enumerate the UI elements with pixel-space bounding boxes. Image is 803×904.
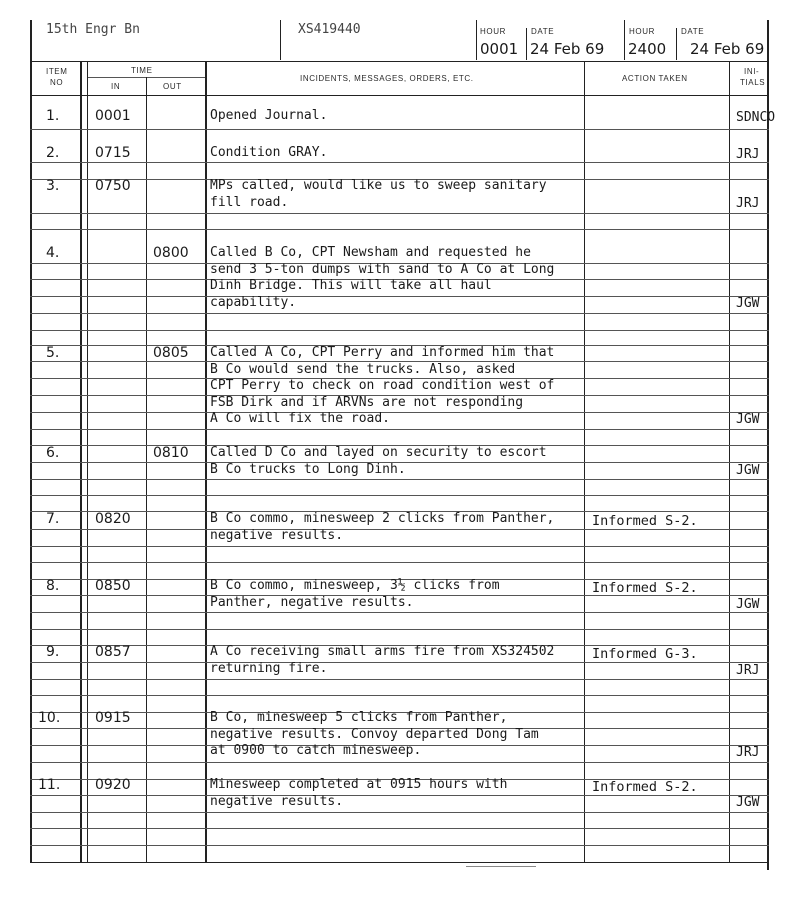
header-divider bbox=[676, 28, 677, 60]
from-hour: 0001 bbox=[480, 40, 519, 58]
row-rule bbox=[30, 795, 769, 796]
entry-initials: JRJ bbox=[736, 663, 760, 678]
entry-text-line: Condition GRAY. bbox=[210, 145, 328, 160]
entry-text-line: B Co commo, minesweep 2 clicks from Panther, bbox=[210, 511, 555, 526]
to-date-label: DATE bbox=[681, 27, 705, 36]
entry-text-line: capability. bbox=[210, 294, 297, 310]
entry-time-in: 0857 bbox=[95, 644, 131, 660]
entry-time-in: 0915 bbox=[95, 710, 131, 726]
entry-text-line: B Co commo, minesweep, 3½ clicks from bbox=[210, 578, 500, 593]
entry-number: 6. bbox=[46, 445, 60, 461]
row-rule bbox=[30, 629, 769, 630]
entry-number: 2. bbox=[46, 145, 60, 161]
entry-initials: SDNCO bbox=[736, 110, 776, 125]
col-initials-1: INI- bbox=[744, 67, 760, 76]
entry-text-line: negative results. bbox=[210, 527, 344, 543]
entry-number: 7. bbox=[46, 511, 60, 527]
col-action: ACTION TAKEN bbox=[622, 74, 688, 83]
entry-text-line: Minesweep completed at 0915 hours with bbox=[210, 777, 508, 792]
from-date-label: DATE bbox=[531, 27, 555, 36]
entry-text-line: B Co trucks to Long Dinh. bbox=[210, 461, 406, 477]
entry-time-in: 0820 bbox=[95, 511, 131, 527]
col-time: TIME bbox=[131, 66, 153, 75]
col-in: IN bbox=[111, 82, 121, 91]
header-divider bbox=[280, 20, 281, 60]
entry-time-in: 0920 bbox=[95, 777, 131, 793]
to-date: 24 Feb 69 bbox=[690, 40, 765, 58]
row-rule bbox=[30, 296, 769, 297]
row-rule bbox=[30, 330, 769, 331]
row-rule bbox=[30, 479, 769, 480]
entry-text-line: Panther, negative results. bbox=[210, 594, 414, 610]
unit-designation: 15th Engr Bn bbox=[46, 22, 140, 37]
col-incidents: INCIDENTS, MESSAGES, ORDERS, ETC. bbox=[300, 74, 474, 83]
entry-time-out: 0805 bbox=[153, 345, 189, 361]
entry-number: 1. bbox=[46, 108, 60, 124]
entry-number: 3. bbox=[46, 178, 60, 194]
entry-text-line: Called B Co, CPT Newsham and requested he bbox=[210, 245, 531, 260]
row-rule bbox=[30, 845, 769, 846]
from-hour-label: HOUR bbox=[480, 27, 506, 36]
row-rule bbox=[30, 762, 769, 763]
entry-time-in: 0850 bbox=[95, 578, 131, 594]
entry-text-line: Dinh Bridge. This will take all haul bbox=[210, 278, 492, 294]
col-out: OUT bbox=[163, 82, 182, 91]
footer-mark bbox=[466, 866, 536, 867]
entry-time-out: 0810 bbox=[153, 445, 189, 461]
row-rule bbox=[30, 695, 769, 696]
from-date: 24 Feb 69 bbox=[530, 40, 605, 58]
entry-initials: JRJ bbox=[736, 745, 760, 760]
header-divider bbox=[624, 20, 625, 60]
header-bottom-rule bbox=[30, 95, 769, 96]
entry-time-in: 0750 bbox=[95, 178, 131, 194]
entry-text-line: send 3 5-ton dumps with sand to A Co at Long bbox=[210, 261, 555, 277]
row-rule bbox=[30, 429, 769, 430]
entry-time-out: 0800 bbox=[153, 245, 189, 261]
row-rule bbox=[30, 529, 769, 530]
entry-text-line: FSB Dirk and if ARVNs are not responding bbox=[210, 394, 524, 410]
entry-time-in: 0715 bbox=[95, 145, 131, 161]
entry-initials: JRJ bbox=[736, 147, 760, 162]
entry-initials: JRJ bbox=[736, 196, 760, 211]
header-divider bbox=[476, 20, 477, 60]
entry-number: 11. bbox=[38, 777, 61, 793]
entry-text-line: fill road. bbox=[210, 194, 289, 210]
row-rule bbox=[30, 162, 769, 163]
row-rule bbox=[30, 562, 769, 563]
entry-initials: JGW bbox=[736, 795, 760, 810]
col-item: ITEM bbox=[46, 67, 68, 76]
row-rule bbox=[30, 129, 769, 130]
header-top-rule bbox=[30, 61, 769, 62]
entry-text-line: negative results. bbox=[210, 793, 344, 809]
entry-text-line: Called D Co and layed on security to escort bbox=[210, 445, 547, 460]
row-rule bbox=[30, 662, 769, 663]
entry-number: 5. bbox=[46, 345, 60, 361]
entry-initials: JGW bbox=[736, 463, 760, 478]
entry-text-line: B Co, minesweep 5 clicks from Panther, bbox=[210, 710, 508, 725]
row-rule bbox=[30, 213, 769, 214]
entry-text-line: A Co will fix the road. bbox=[210, 411, 391, 427]
to-hour: 2400 bbox=[628, 40, 667, 58]
entry-action: Informed S-2. bbox=[592, 580, 698, 596]
row-rule bbox=[30, 412, 769, 413]
entry-action: Informed G-3. bbox=[592, 646, 698, 662]
row-rule bbox=[30, 679, 769, 680]
entry-text-line: at 0900 to catch minesweep. bbox=[210, 743, 422, 759]
entry-text-line: returning fire. bbox=[210, 660, 328, 676]
entry-number: 9. bbox=[46, 644, 60, 660]
entry-initials: JGW bbox=[736, 296, 760, 311]
entry-text-line: B Co would send the trucks. Also, asked bbox=[210, 361, 516, 377]
entry-text-line: CPT Perry to check on road condition west of bbox=[210, 378, 555, 394]
col-no: NO bbox=[50, 78, 64, 87]
entry-time-in: 0001 bbox=[95, 108, 131, 124]
entry-initials: JGW bbox=[736, 597, 760, 612]
entry-text-line: A Co receiving small arms fire from XS324502 bbox=[210, 644, 555, 659]
left-border bbox=[30, 20, 32, 862]
to-hour-label: HOUR bbox=[629, 27, 655, 36]
header-divider bbox=[526, 28, 527, 60]
entry-action: Informed S-2. bbox=[592, 779, 698, 795]
entry-initials: JGW bbox=[736, 412, 760, 427]
entry-number: 4. bbox=[46, 245, 60, 261]
row-rule bbox=[30, 229, 769, 230]
col-initials-2: TIALS bbox=[740, 78, 766, 87]
entry-number: 8. bbox=[46, 578, 60, 594]
row-rule bbox=[30, 546, 769, 547]
table-bottom-rule bbox=[30, 862, 769, 863]
row-rule bbox=[30, 495, 769, 496]
row-rule bbox=[30, 612, 769, 613]
entry-text-line: negative results. Convoy departed Dong Tam bbox=[210, 726, 539, 742]
entry-text-line: Called A Co, CPT Perry and informed him that bbox=[210, 345, 555, 360]
entry-number: 10. bbox=[38, 710, 61, 726]
grid-location: XS419440 bbox=[298, 22, 361, 37]
row-rule bbox=[30, 828, 769, 829]
entry-text-line: Opened Journal. bbox=[210, 108, 328, 123]
row-rule bbox=[30, 313, 769, 314]
entry-text-line: MPs called, would like us to sweep sanitary bbox=[210, 178, 547, 193]
entry-action: Informed S-2. bbox=[592, 513, 698, 529]
row-rule bbox=[30, 812, 769, 813]
